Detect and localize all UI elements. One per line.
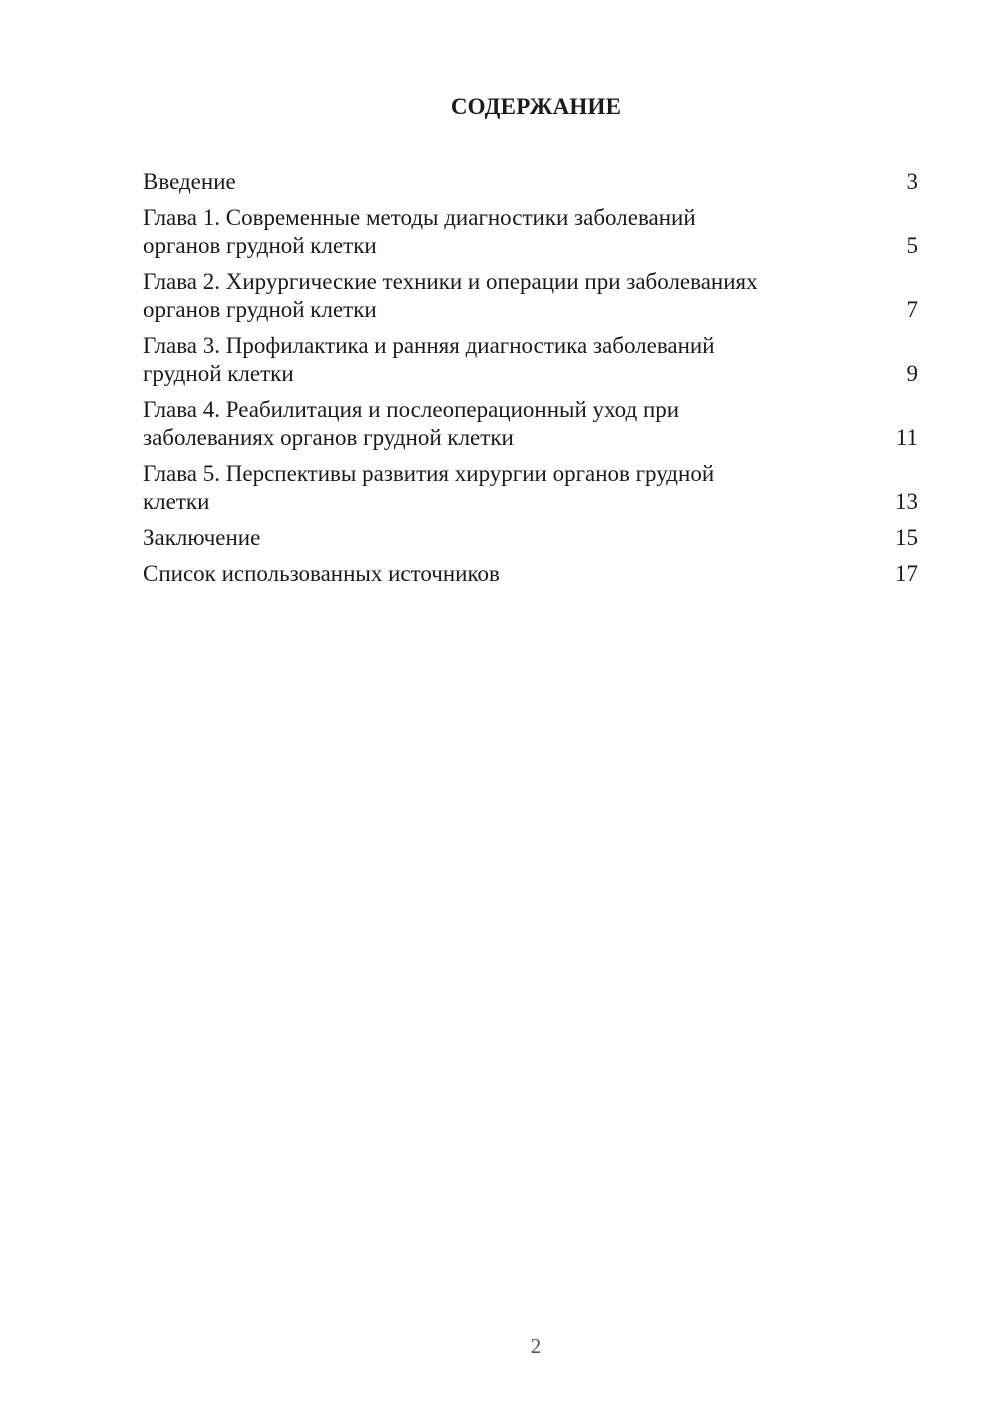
table-of-contents <box>143 168 918 596</box>
toc-entry-chapter-1[interactable] <box>143 204 918 260</box>
toc-entry-title: Глава 3. Профилактика и ранняя диагностика заболеваний грудной клетки <box>143 333 715 386</box>
toc-entry-title: Глава 2. Хирургические техники и операции при заболеваниях органов грудной клетки <box>143 269 758 322</box>
toc-entry-title: Список использованных источников <box>143 561 500 586</box>
toc-entry-page: 7 <box>906 297 918 322</box>
toc-entry-title: Глава 5. Перспективы развития хирургии органов грудной клетки <box>143 461 715 514</box>
toc-entry-page: 5 <box>906 233 918 258</box>
toc-entry-page: 9 <box>906 361 918 386</box>
toc-entry-references[interactable] <box>143 560 918 588</box>
toc-entry-title: Глава 1. Современные методы диагностики заболеваний органов грудной клетки <box>143 205 696 258</box>
toc-entry-page: 15 <box>895 525 918 550</box>
toc-entry-page: 3 <box>906 169 918 194</box>
page-title: СОДЕРЖАНИЕ <box>450 94 622 119</box>
toc-entry-chapter-3[interactable] <box>143 332 918 388</box>
toc-entry-page: 13 <box>895 489 918 514</box>
toc-entry-chapter-4[interactable] <box>143 396 918 452</box>
toc-entry-title: Глава 4. Реабилитация и послеоперационный уход при заболеваниях органов грудной клетки <box>143 397 680 450</box>
toc-entry-page: 11 <box>895 425 918 450</box>
toc-entry-chapter-2[interactable] <box>143 268 918 324</box>
toc-entry-page: 17 <box>895 561 918 586</box>
toc-entry-title: Заключение <box>143 525 261 550</box>
page-number: 2 <box>530 1334 542 1358</box>
toc-entry-introduction[interactable] <box>143 168 918 196</box>
toc-entry-chapter-5[interactable] <box>143 460 918 516</box>
toc-entry-title: Введение <box>143 169 236 194</box>
toc-entry-conclusion[interactable] <box>143 524 918 552</box>
